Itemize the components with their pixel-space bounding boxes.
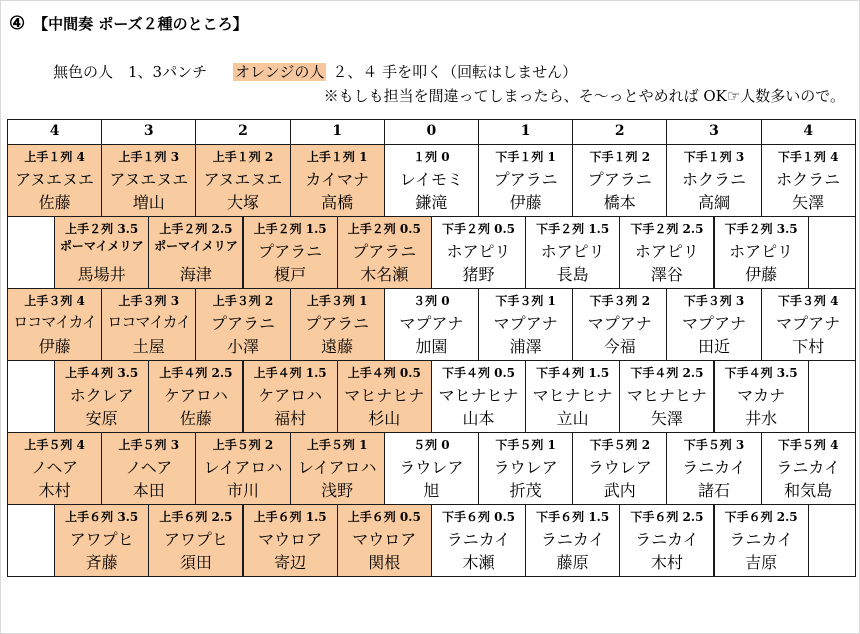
cell-role-name: マプアナ — [399, 314, 464, 333]
cell-person-name: 土屋 — [132, 337, 165, 356]
cell-person-name: 伊藤 — [38, 337, 71, 356]
dancer-cell — [337, 216, 432, 289]
cell-person-name: 寄辺 — [274, 553, 307, 572]
cell-person-name: 猪野 — [462, 265, 495, 284]
section-title: 【中間奏 ポーズ２種のところ】 — [33, 15, 248, 33]
cell-role-name: アヌエヌエ — [15, 170, 95, 189]
cell-role-name: マヒナヒナ — [532, 386, 613, 405]
instruction-note: ※もしも担当を間違ってしまったら、そ〜っとやめれば OK☞人数多いので。 — [323, 87, 845, 105]
cell-role-name: ラニカイ — [682, 458, 746, 477]
dancer-cell — [148, 360, 243, 433]
dancer-cell — [337, 504, 432, 577]
cell-person-name: 榎戸 — [274, 265, 307, 284]
cell-position-label: 上手４列 0.5 — [347, 366, 421, 380]
dancer-cell — [384, 144, 479, 217]
dancer-cell — [666, 144, 761, 217]
cell-role-name: ラウレア — [493, 458, 558, 477]
cell-person-name: 本田 — [132, 481, 165, 500]
instruction-line — [53, 61, 577, 82]
cell-person-name: 福村 — [274, 409, 307, 428]
cell-role-name: ホクラニ — [681, 170, 746, 189]
dancer-cell — [195, 432, 290, 505]
dancer-cell — [525, 216, 620, 289]
cell-role-name: マプアナ — [587, 314, 652, 333]
cell-position-label: 下手２列 2.5 — [630, 222, 704, 236]
cell-position-label: 上手３列 2 — [212, 294, 274, 308]
section-heading — [9, 13, 248, 34]
cell-position-label: 上手４列 3.5 — [65, 366, 139, 380]
cell-role-name: ラウレア — [587, 458, 652, 477]
cell-role-name: アヌエヌエ — [109, 170, 189, 189]
cell-role-name: プアラニ — [587, 170, 652, 189]
header-cell: 0 — [384, 119, 479, 145]
cell-position-label: 上手５列 3 — [118, 438, 180, 452]
cell-position-label: ５列 0 — [413, 438, 450, 452]
cell-person-name: 馬場井 — [77, 265, 126, 284]
dancer-cell — [666, 432, 761, 505]
cell-position-label: 上手６列 3.5 — [65, 510, 139, 524]
cell-person-name: 木村 — [38, 481, 71, 500]
dancer-cell — [619, 504, 714, 577]
cell-role-name: ラウレア — [399, 458, 464, 477]
dancer-cell — [619, 360, 714, 433]
cell-role-name: レイモミ — [399, 170, 463, 189]
cell-person-name: 浦澤 — [509, 337, 542, 356]
cell-role-name: アワプヒ — [163, 530, 228, 549]
cell-position-label: 下手６列 2.5 — [724, 510, 798, 524]
cell-role-name: ホクラニ — [776, 170, 841, 189]
cell-person-name: 高綱 — [697, 193, 730, 212]
cell-person-name: 安原 — [85, 409, 118, 428]
cell-position-label: 下手４列 3.5 — [724, 366, 798, 380]
cell-person-name: 武内 — [603, 481, 636, 500]
cell-position-label: 上手４列 1.5 — [253, 366, 327, 380]
cell-role-name: マヒナヒナ — [344, 386, 425, 405]
dancer-cell — [431, 504, 526, 577]
instruction-clap: ２、４ 手を叩く（回転はしません） — [332, 63, 578, 81]
cell-role-name: ロコマイカイ — [107, 313, 191, 331]
cell-person-name: 矢澤 — [792, 193, 825, 212]
cell-position-label: 上手１列 1 — [306, 150, 368, 164]
dancer-cell — [195, 288, 290, 361]
dancer-cell — [148, 216, 243, 289]
cell-person-name: 高橋 — [321, 193, 354, 212]
cell-role-name: ポーマイメリア — [59, 239, 144, 253]
cell-position-label: １列 0 — [413, 150, 450, 164]
dancer-cell — [54, 504, 149, 577]
cell-position-label: 下手６列 1.5 — [536, 510, 610, 524]
cell-person-name: 長島 — [556, 265, 589, 284]
cell-position-label: 下手６列 2.5 — [630, 510, 704, 524]
dancer-cell — [101, 144, 196, 217]
cell-role-name: ラニカイ — [446, 530, 511, 549]
cell-position-label: 下手１列 4 — [777, 150, 839, 164]
cell-role-name: プアラニ — [493, 170, 558, 189]
cell-role-name: ノヘア — [31, 458, 79, 477]
cell-person-name: 田近 — [697, 337, 730, 356]
dancer-cell — [290, 144, 385, 217]
dancer-cell — [761, 144, 856, 217]
section-number: ④ — [9, 13, 26, 34]
header-cell: 3 — [666, 119, 761, 145]
cell-position-label: 上手５列 4 — [24, 438, 85, 452]
cell-position-label: 上手１列 2 — [212, 150, 274, 164]
cell-role-name: マヒナヒナ — [626, 386, 707, 405]
cell-person-name: 下村 — [792, 337, 825, 356]
cell-position-label: 上手２列 0.5 — [347, 222, 421, 236]
cell-person-name: 関根 — [368, 553, 401, 572]
empty-cell — [7, 360, 55, 433]
cell-person-name: 須田 — [179, 553, 212, 572]
cell-person-name: 木瀬 — [462, 553, 495, 572]
header-cell: 2 — [195, 119, 290, 145]
cell-position-label: 下手３列 2 — [589, 294, 651, 308]
cell-role-name: マプアナ — [493, 314, 558, 333]
cell-person-name: 藤原 — [556, 553, 589, 572]
cell-person-name: 折茂 — [509, 481, 542, 500]
dancer-cell — [7, 144, 102, 217]
cell-position-label: 上手６列 2.5 — [159, 510, 233, 524]
cell-position-label: 下手１列 3 — [683, 150, 745, 164]
dancer-cell — [54, 216, 149, 289]
cell-position-label: 上手４列 2.5 — [159, 366, 233, 380]
dancer-cell — [478, 288, 573, 361]
dancer-cell — [290, 432, 385, 505]
cell-person-name: 市川 — [226, 481, 259, 500]
cell-person-name: 諸石 — [697, 481, 730, 500]
cell-role-name: ケアロハ — [163, 386, 228, 405]
empty-cell — [7, 216, 55, 289]
cell-position-label: 下手３列 4 — [777, 294, 839, 308]
cell-role-name: ラニカイ — [776, 458, 840, 477]
cell-role-name: ラニカイ — [635, 530, 699, 549]
dancer-cell — [384, 288, 479, 361]
cell-person-name: 井水 — [745, 409, 778, 428]
cell-position-label: 下手４列 0.5 — [441, 366, 516, 380]
cell-role-name: ホアピリ — [729, 242, 794, 261]
cell-position-label: 下手２列 0.5 — [441, 222, 516, 236]
cell-role-name: ホアピリ — [446, 242, 511, 261]
cell-role-name: マウロア — [258, 530, 323, 549]
cell-position-label: 上手２列 3.5 — [65, 222, 139, 236]
cell-role-name: マカナ — [737, 386, 786, 405]
cell-person-name: 斉藤 — [85, 553, 118, 572]
dancer-cell — [761, 288, 856, 361]
cell-person-name: 伊藤 — [745, 265, 778, 284]
dancer-cell — [7, 288, 102, 361]
cell-person-name: 加園 — [415, 337, 448, 356]
dancer-cell — [431, 216, 526, 289]
cell-person-name: 遠藤 — [321, 337, 354, 356]
cell-position-label: 下手４列 2.5 — [630, 366, 704, 380]
cell-person-name: 矢澤 — [650, 409, 683, 428]
cell-role-name: レイアロハ — [203, 458, 283, 477]
cell-position-label: 上手３列 1 — [306, 294, 368, 308]
header-cell: 4 — [7, 119, 102, 145]
cell-role-name: アワプヒ — [69, 530, 134, 549]
cell-person-name: 佐藤 — [38, 193, 71, 212]
cell-position-label: 下手５列 1 — [495, 438, 556, 452]
cell-role-name: ラニカイ — [540, 530, 605, 549]
dancer-cell — [572, 144, 667, 217]
cell-position-label: 下手２列 1.5 — [536, 222, 610, 236]
dancer-cell — [572, 288, 667, 361]
cell-role-name: ロコマイカイ — [13, 313, 96, 331]
dancer-cell — [243, 216, 338, 289]
cell-person-name: 杉山 — [368, 409, 401, 428]
cell-person-name: 立山 — [556, 409, 589, 428]
cell-position-label: ３列 0 — [413, 294, 450, 308]
cell-role-name: プアラニ — [305, 314, 370, 333]
dancer-cell — [666, 288, 761, 361]
cell-position-label: 下手５列 2 — [589, 438, 651, 452]
cell-role-name: ホアピリ — [634, 242, 699, 261]
cell-person-name: 小澤 — [226, 337, 259, 356]
dancer-cell — [7, 432, 102, 505]
dancer-cell — [431, 360, 526, 433]
dancer-cell — [101, 288, 196, 361]
empty-cell — [808, 504, 856, 577]
dancer-cell — [761, 432, 856, 505]
cell-position-label: 上手３列 4 — [24, 294, 85, 308]
dancer-cell — [101, 432, 196, 505]
cell-role-name: レイアロハ — [297, 458, 377, 477]
cell-role-name: ノヘア — [125, 458, 173, 477]
cell-person-name: 大塚 — [226, 193, 259, 212]
cell-person-name: 山本 — [462, 409, 495, 428]
cell-position-label: 上手５列 1 — [306, 438, 368, 452]
cell-person-name: 澤谷 — [650, 265, 683, 284]
cell-role-name: ホアピリ — [540, 242, 605, 261]
cell-position-label: 下手５列 4 — [777, 438, 839, 452]
cell-position-label: 上手２列 1.5 — [253, 222, 327, 236]
dancer-cell — [148, 504, 243, 577]
header-cell: 1 — [478, 119, 573, 145]
cell-role-name: ポーマイメリア — [154, 239, 238, 253]
cell-person-name: 木名瀬 — [360, 265, 409, 284]
cell-role-name: マヒナヒナ — [438, 386, 519, 405]
formation-grid — [7, 119, 849, 577]
cell-person-name: 佐藤 — [179, 409, 212, 428]
cell-person-name: 和気島 — [784, 481, 833, 500]
cell-position-label: 下手３列 1 — [495, 294, 556, 308]
cell-person-name: 橋本 — [603, 193, 636, 212]
cell-person-name: 海津 — [179, 265, 212, 284]
cell-person-name: 伊藤 — [509, 193, 542, 212]
dancer-cell — [478, 432, 573, 505]
header-cell: 1 — [290, 119, 385, 145]
cell-role-name: プアラニ — [210, 314, 275, 333]
dancer-cell — [714, 504, 809, 577]
cell-role-name: ホクレア — [69, 386, 134, 405]
cell-position-label: 上手１列 4 — [24, 150, 85, 164]
cell-role-name: マウロア — [352, 530, 417, 549]
dancer-cell — [290, 288, 385, 361]
header-cell: 3 — [101, 119, 196, 145]
cell-role-name: マプアナ — [776, 314, 841, 333]
dancer-cell — [243, 504, 338, 577]
cell-position-label: 上手６列 1.5 — [253, 510, 327, 524]
dancer-cell — [337, 360, 432, 433]
cell-position-label: 下手３列 3 — [683, 294, 745, 308]
cell-role-name: アヌエヌエ — [203, 170, 283, 189]
cell-person-name: 今福 — [603, 337, 636, 356]
dancer-cell — [619, 216, 714, 289]
instruction-plain: 無色の人 1、3パンチ — [53, 63, 208, 81]
empty-cell — [7, 504, 55, 577]
empty-cell — [808, 216, 856, 289]
cell-role-name: ケアロハ — [258, 386, 323, 405]
empty-cell — [808, 360, 856, 433]
cell-person-name: 吉原 — [745, 553, 778, 572]
cell-position-label: 下手１列 2 — [589, 150, 651, 164]
cell-role-name: カイマナ — [305, 170, 369, 189]
cell-position-label: 下手５列 3 — [683, 438, 745, 452]
dancer-cell — [714, 216, 809, 289]
cell-position-label: 上手５列 2 — [212, 438, 274, 452]
header-cell: 2 — [572, 119, 667, 145]
cell-position-label: 下手２列 3.5 — [724, 222, 798, 236]
cell-position-label: 上手３列 3 — [118, 294, 180, 308]
dancer-cell — [478, 144, 573, 217]
dancer-cell — [525, 360, 620, 433]
dancer-cell — [195, 144, 290, 217]
dancer-cell — [714, 360, 809, 433]
cell-role-name: マプアナ — [681, 314, 746, 333]
cell-position-label: 下手６列 0.5 — [441, 510, 516, 524]
cell-position-label: 上手６列 0.5 — [347, 510, 421, 524]
cell-role-name: プアラニ — [352, 242, 417, 261]
dancer-cell — [572, 432, 667, 505]
header-cell: 4 — [761, 119, 856, 145]
instruction-highlight: オレンジの人 — [235, 63, 325, 81]
cell-role-name: プアラニ — [258, 242, 323, 261]
cell-person-name: 木村 — [650, 553, 683, 572]
cell-person-name: 浅野 — [321, 481, 354, 500]
cell-position-label: 下手４列 1.5 — [536, 366, 610, 380]
cell-role-name: ラニカイ — [729, 530, 793, 549]
cell-person-name: 増山 — [132, 193, 165, 212]
cell-position-label: 上手２列 2.5 — [159, 222, 233, 236]
dancer-cell — [525, 504, 620, 577]
cell-person-name: 鎌滝 — [415, 193, 448, 212]
cell-position-label: 下手１列 1 — [495, 150, 556, 164]
dancer-cell — [243, 360, 338, 433]
dancer-cell — [384, 432, 479, 505]
cell-person-name: 旭 — [423, 481, 440, 500]
cell-position-label: 上手１列 3 — [118, 150, 180, 164]
dancer-cell — [54, 360, 149, 433]
